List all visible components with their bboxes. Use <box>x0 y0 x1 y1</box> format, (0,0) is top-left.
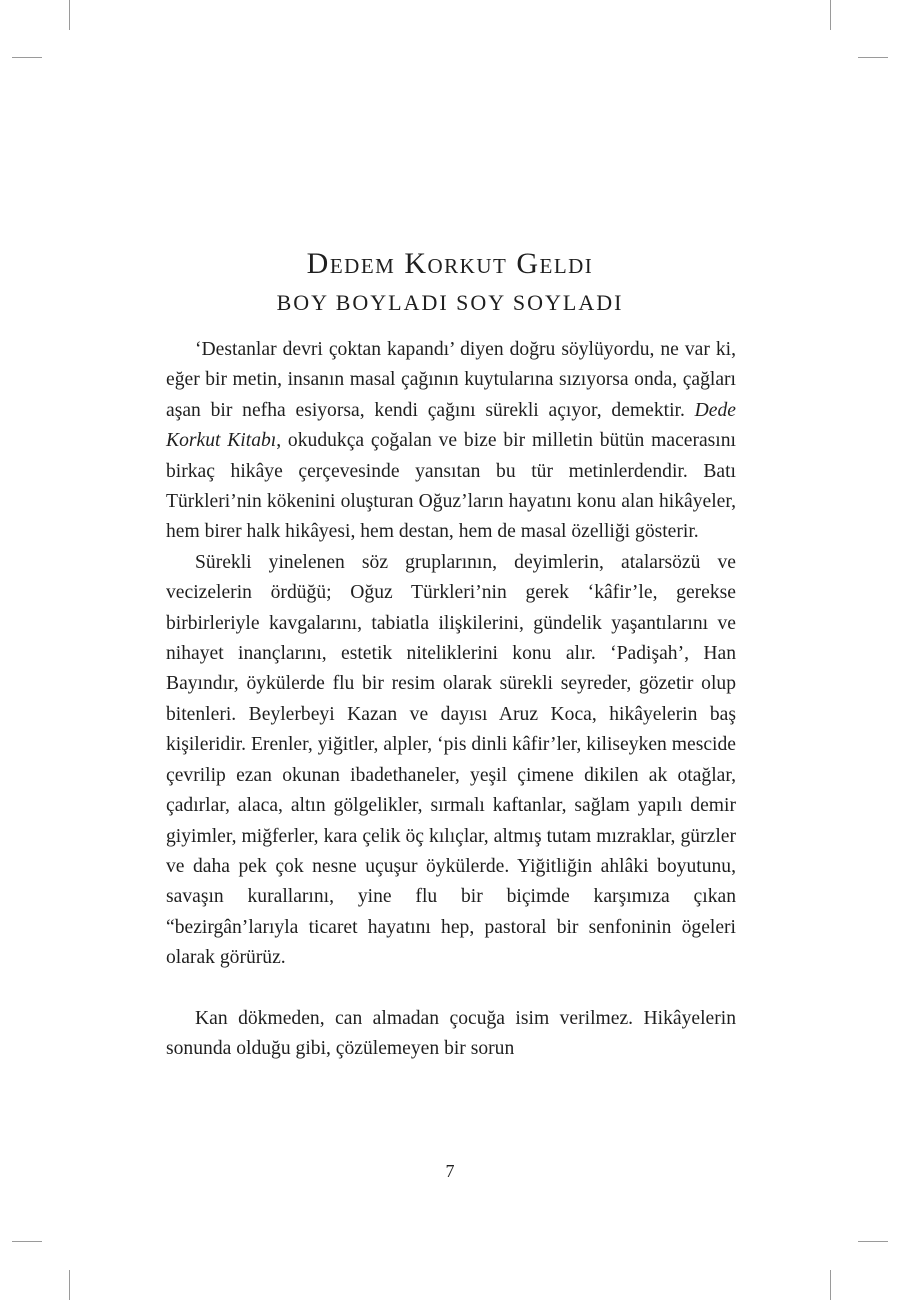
paragraph-gap <box>166 974 736 1004</box>
crop-mark-right-top <box>858 57 888 58</box>
crop-mark-left-bottom <box>12 1241 42 1242</box>
crop-mark-top-left <box>69 0 70 30</box>
book-title-italic: Dede Korkut Kitabı <box>166 399 736 452</box>
crop-mark-right-bottom <box>858 1241 888 1242</box>
paragraph-1-text-a: ‘Destanlar devri çoktan kapandı’ diyen doğru söylüyordu, ne var ki, eğer bir metin, insanın masal çağının kuytularına sızıyorsa onda, çağları aşan bir nefha esiyorsa, kendi çağını sürekli açıyor, demektir. <box>166 339 736 421</box>
paragraph-2: Sürekli yinelenen söz gruplarının, deyimlerin, atalarsözü ve vecizelerin ördüğü; Oğuz Türkleri’nin gerek ‘kâfir’le, gerekse birbirleriyle kavgalarını, tabiatla ilişkilerini, gündelik yaşantılarını ve nihayet inançlarını, estetik niteliklerini konu alır. ‘Padişah’, Han Bayındır, öykülerde flu bir resim olarak sürekli seyreder, gözetir olup bitenleri. Beylerbeyi Kazan ve dayısı Aruz Koca, hikâyelerin baş kişileridir. Erenler, yiğitler, alpler, ‘pis dinli kâfir’ler, kiliseyken mescide çevrilip ezan okunan ibadethaneler, yeşil çimene dikilen ak otağlar, çadırlar, alaca, altın gölgelikler, sırmalı kaftanlar, sağlam yapılı demir giyimler, miğferler, kara çelik öç kılıçlar, altmış tutam mızraklar, gürzler ve daha pek çok nesne uçuşur öykülerde. Yiğitliğin ahlâki boyutunu, savaşın kurallarını, yine flu bir biçimde karşımıza çıkan “bezirgân’larıyla ticaret hayatını hep, pastoral bir senfoninin ögeleri olarak görürüz. <box>166 551 736 969</box>
chapter-title: Dedem Korkut Geldi <box>306 247 594 280</box>
chapter-subtitle: BOY BOYLADI SOY SOYLADI <box>276 290 624 315</box>
crop-mark-bottom-left <box>69 1270 70 1300</box>
crop-mark-top-right <box>830 0 831 30</box>
crop-mark-bottom-right <box>830 1270 831 1300</box>
page-number: 7 <box>445 1161 455 1181</box>
crop-mark-left-top <box>12 57 42 58</box>
paragraph-3: Kan dökmeden, can almadan çocuğa isim verilmez. Hikâyelerin sonunda olduğu gibi, çözülemeyen bir sorun <box>166 1007 736 1059</box>
body-text <box>166 335 736 1064</box>
paragraph-1 <box>166 335 736 548</box>
paragraph-1-text-b: , okudukça çoğalan ve bize bir milletin bütün macerasını birkaç hikâye çerçevesinde yansıtan bu tür metinlerdendir. Batı Türkleri’nin kökenini oluşturan Oğuz’ların hayatını konu alan hikâyeler, hem birer halk hikâyesi, hem destan, hem de masal özelliği gösterir. <box>166 430 736 543</box>
